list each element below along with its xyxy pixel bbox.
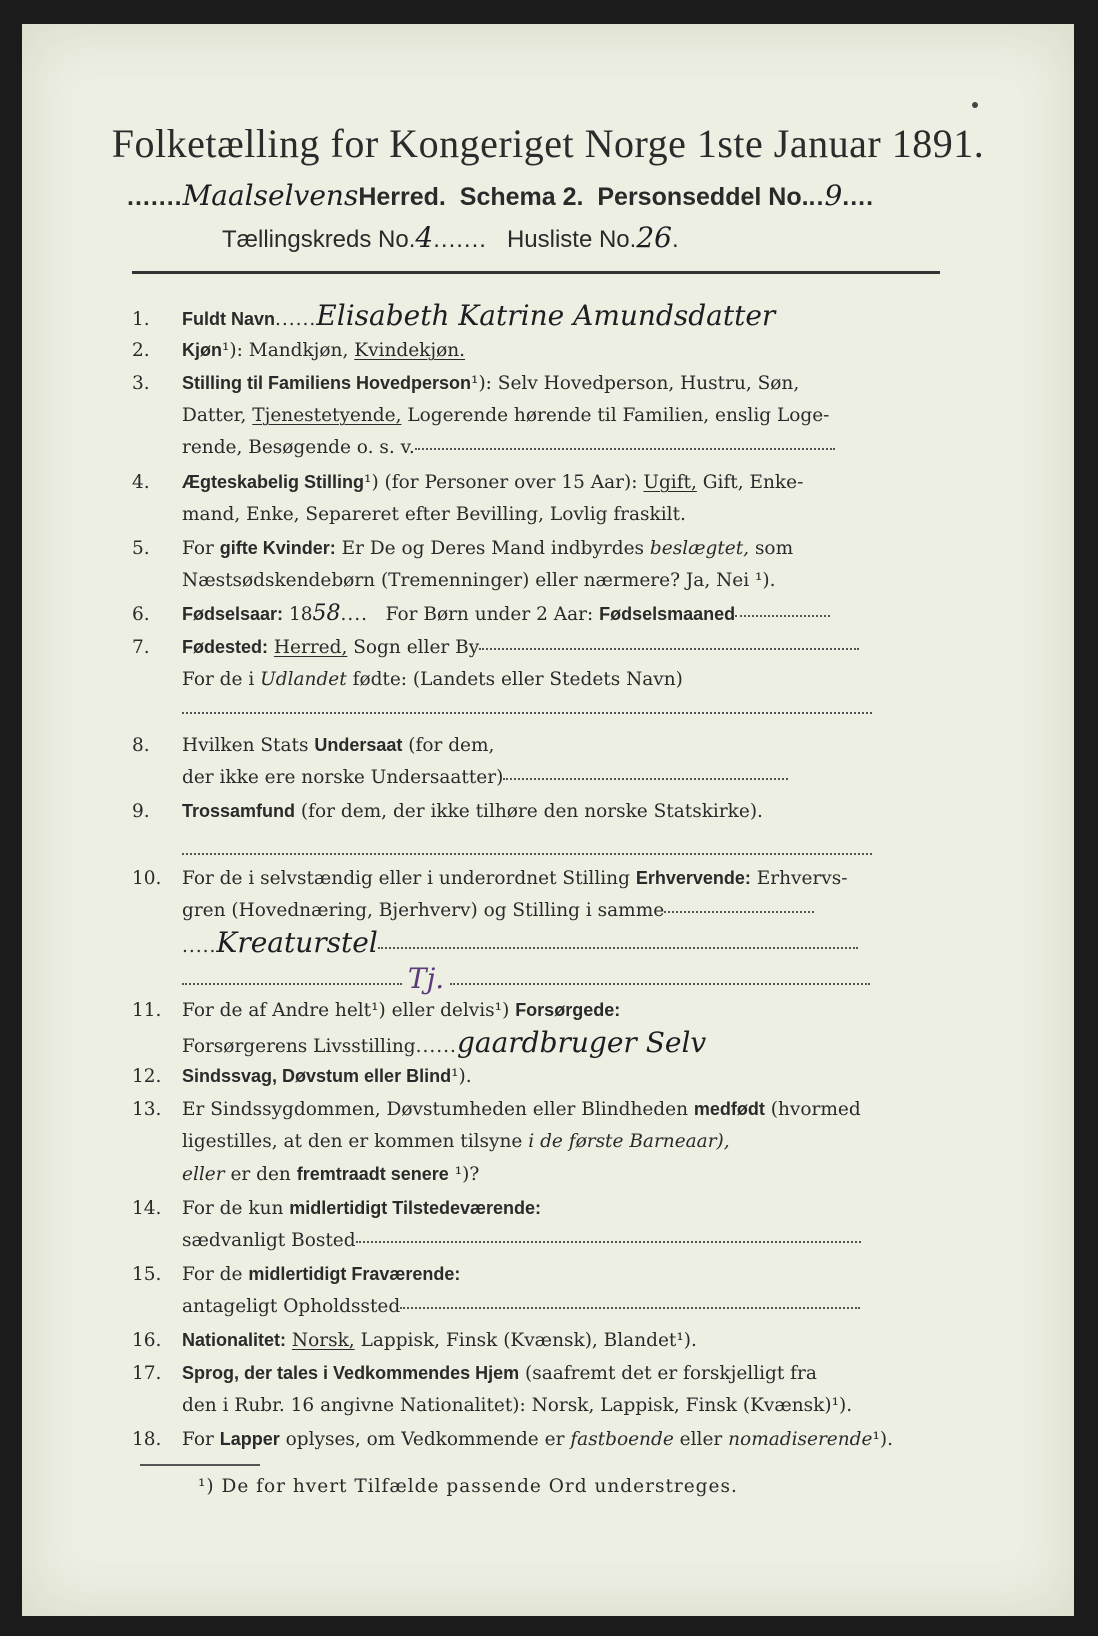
item-number: 13.	[132, 1099, 162, 1120]
item-number: 14.	[132, 1198, 162, 1219]
option-text: Næstsødskendebørn (Tremenninger) eller nærmere? Ja, Nei ¹).	[182, 570, 776, 591]
occupation-label: Erhvervende:	[635, 868, 751, 888]
item-11: 11. For de af Andre helt¹) eller delvis¹) Forsørgede: Forsørgerens Livsstilling......gaardbruger Selv	[132, 994, 992, 1063]
option-text: For	[182, 538, 214, 559]
census-form-page	[22, 24, 1074, 1616]
option-text: Lappisk, Finsk (Kvænsk), Blandet¹).	[360, 1330, 697, 1351]
option-text: ¹) (for Personer over 15 Aar):	[364, 472, 638, 493]
item-5	[132, 532, 992, 597]
schema-label: Schema 2.	[459, 183, 584, 211]
option-text: For	[182, 1429, 214, 1450]
item-number: 6.	[132, 604, 150, 625]
item-18	[132, 1423, 992, 1456]
sami-label: Lapper	[219, 1429, 280, 1449]
gender-options: ¹): Mandkjøn,	[222, 340, 349, 361]
option-text: er den	[230, 1164, 291, 1185]
dotted-fill	[378, 946, 858, 949]
option-text: oplyses, om Vedkommende er	[285, 1429, 565, 1450]
item-number: 17.	[132, 1363, 162, 1384]
option-text: Erhvervs-	[756, 868, 848, 889]
item-9	[132, 795, 992, 860]
congenital-label: medfødt	[693, 1099, 765, 1119]
option-text: nomadiserende	[728, 1429, 873, 1450]
item-number: 5.	[132, 538, 150, 559]
husliste-label: Husliste No.	[506, 226, 637, 253]
family-position-label: Stilling til Familiens Hovedperson	[182, 373, 472, 393]
marital-status-label: Ægteskabelig Stilling	[182, 472, 365, 492]
item-13	[132, 1093, 992, 1191]
option-text: For de	[182, 1264, 243, 1285]
herred-label: Herred.	[358, 183, 446, 211]
item-number: 10.	[132, 868, 162, 889]
birth-year-prefix: 18	[288, 604, 313, 625]
option-text: For de af Andre helt¹) eller delvis¹)	[182, 1000, 510, 1021]
item-number: 7.	[132, 637, 150, 658]
item-number: 8.	[132, 735, 150, 756]
marital-status-selected: Ugift,	[643, 472, 697, 493]
item-12	[132, 1060, 992, 1093]
item-number: 4.	[132, 472, 150, 493]
dotted-fill	[356, 1240, 861, 1243]
option-text: Udlandet	[260, 669, 347, 690]
dotted-fill	[182, 711, 872, 714]
dotted-fill	[182, 852, 872, 855]
dotted-fill	[503, 777, 788, 780]
item-number: 2.	[132, 340, 150, 361]
option-text: beslægtet,	[649, 538, 750, 559]
option-text: Er De og Deres Mand indbyrdes	[341, 538, 645, 559]
item-6: 6. Fødselsaar: 1858.... For Børn under 2 Aar: Fødselsmaaned	[132, 598, 992, 631]
language-label: Sprog, der tales i Vedkommendes Hjem	[182, 1363, 520, 1383]
option-text: For de kun	[182, 1198, 284, 1219]
supported-label: Forsørgede:	[515, 1000, 621, 1020]
option-text: Logerende hørende til Familien, enslig Loge-	[407, 405, 830, 426]
option-text: For de i	[182, 669, 255, 690]
item-number: 9.	[132, 801, 150, 822]
birth-year-label: Fødselsaar:	[182, 604, 284, 624]
occupation-answer: Kreaturstel	[216, 926, 378, 959]
option-text: (for dem,	[408, 735, 495, 756]
item-8	[132, 729, 992, 794]
option-text: antageligt Opholdssted	[182, 1296, 401, 1317]
birth-month-label: Fødselsmaaned	[599, 604, 736, 624]
option-text: ¹).	[451, 1066, 472, 1087]
married-women-label: gifte Kvinder:	[219, 538, 336, 558]
ink-speck	[972, 102, 978, 108]
form-title: Folketælling for Kongeriget Norge 1ste Januar 1891.	[111, 121, 985, 166]
full-name-label: Fuldt Navn	[182, 309, 275, 329]
kreds-line: Tællingskreds No.4....... Husliste No.26.	[222, 221, 680, 254]
item-2	[132, 334, 992, 367]
option-text: den i Rubr. 16 angivne Nationalitet): Norsk, Lappisk, Finsk (Kvænsk)¹).	[182, 1395, 853, 1416]
item-16	[132, 1324, 992, 1357]
later-onset-label: fremtraadt senere	[296, 1164, 449, 1184]
option-text: rende, Besøgende o. s. v.	[182, 437, 415, 458]
birth-year-answer: 58	[312, 601, 341, 626]
disability-label: Sindssvag, Døvstum eller Blind	[182, 1066, 452, 1086]
option-text: der ikke ere norske Undersaatter)	[182, 767, 504, 788]
option-text: gren (Hovednæring, Bjerhverv) og Stilling i samme	[182, 900, 665, 921]
dotted-fill	[479, 647, 859, 650]
option-text: ¹)?	[454, 1164, 480, 1185]
family-position-options: ¹): Selv Hovedperson, Hustru, Søn,	[471, 373, 800, 394]
option-text: For de i selvstændig eller i underordnet Stilling	[182, 868, 630, 889]
option-text: ¹).	[872, 1429, 893, 1450]
option-text: sædvanligt Bosted	[182, 1230, 356, 1251]
option-text: Sogn eller By	[353, 637, 480, 658]
form-subheader: .......MaalselvensHerred. Schema 2. Personseddel No...9....	[127, 179, 875, 212]
item-3	[132, 367, 992, 464]
religion-label: Trossamfund	[182, 801, 296, 821]
option-text: fødte: (Landets eller Stedets Navn)	[352, 669, 683, 690]
option-text: eller	[182, 1164, 225, 1185]
dotted-fill	[664, 910, 814, 913]
option-text: For Børn under 2 Aar:	[385, 604, 594, 625]
option-text: Er Sindssygdommen, Døvstumheden eller Blindheden	[182, 1099, 689, 1120]
gender-selected: Kvindekjøn.	[354, 340, 466, 361]
footnote: ¹) De for hvert Tilfælde passende Ord understreges.	[198, 1476, 738, 1497]
option-text: (hvormed	[770, 1099, 861, 1120]
dotted-fill	[735, 614, 830, 617]
option-text: Gift, Enke-	[702, 472, 804, 493]
option-text: Forsørgerens Livsstilling	[182, 1036, 416, 1057]
option-text: mand, Enke, Separeret efter Bevilling, Lovlig fraskilt.	[182, 504, 686, 525]
option-text: fastboende	[570, 1429, 674, 1450]
item-14	[132, 1192, 992, 1257]
personseddel-label: Personseddel No.	[597, 183, 809, 211]
header-rule	[132, 271, 940, 274]
birthplace-selected: Herred,	[273, 637, 348, 658]
item-number: 1.	[132, 309, 150, 330]
kreds-label: Tællingskreds No.	[222, 226, 416, 253]
option-text: som	[754, 538, 794, 559]
option-text: (saafremt det er forskjelligt fra	[525, 1363, 817, 1384]
dotted-fill	[400, 1306, 860, 1309]
full-name-answer: Elisabeth Katrine Amundsdatter	[316, 299, 776, 332]
citizenship-label: Undersaat	[314, 735, 403, 755]
item-number: 11.	[132, 1000, 162, 1021]
dotted-fill	[182, 982, 402, 985]
item-number: 12.	[132, 1066, 162, 1087]
item-17	[132, 1357, 992, 1422]
gender-label: Kjøn	[182, 340, 222, 360]
option-text: Hvilken Stats	[182, 735, 309, 756]
husliste-number: 26	[636, 221, 672, 254]
temporary-present-label: midlertidigt Tilstedeværende:	[289, 1198, 542, 1218]
option-text: ligestilles, at den er kommen tilsyne	[182, 1131, 523, 1152]
item-7	[132, 631, 992, 728]
item-number: 18.	[132, 1429, 162, 1450]
option-text: Datter,	[182, 405, 247, 426]
item-15	[132, 1258, 992, 1323]
birthplace-label: Fødested:	[182, 637, 269, 657]
occupation-note: Tj.	[407, 962, 445, 995]
item-number: 16.	[132, 1330, 162, 1351]
family-position-selected: Tjenestetyende,	[252, 405, 402, 426]
option-text: i de første Barneaar),	[528, 1131, 730, 1152]
item-number: 3.	[132, 373, 150, 394]
temporary-absent-label: midlertidigt Fraværende:	[248, 1264, 461, 1284]
item-1: 1. Fuldt Navn......Elisabeth Katrine Amundsdatter	[132, 300, 992, 336]
option-text: (for dem, der ikke tilhøre den norske Statskirke).	[300, 801, 763, 822]
personseddel-number: 9	[824, 179, 843, 212]
kreds-number: 4	[415, 221, 434, 254]
option-text: eller	[679, 1429, 723, 1450]
nationality-selected: Norsk,	[291, 1330, 355, 1351]
item-4	[132, 466, 992, 531]
nationality-label: Nationalitet:	[182, 1330, 287, 1350]
item-10: 10. For de i selvstændig eller i underordnet Stilling Erhvervende: Erhvervs- gren (Hovednæring, Bjerhverv) og Stilling i samme .....Kreaturstel Tj.	[132, 862, 992, 999]
footnote-rule	[140, 1464, 260, 1466]
herred-handwritten: Maalselvens	[182, 179, 359, 212]
dotted-fill	[450, 982, 870, 985]
supporter-occupation-answer: gaardbruger Selv	[456, 1026, 707, 1059]
item-number: 15.	[132, 1264, 162, 1285]
dotted-fill	[415, 447, 835, 450]
